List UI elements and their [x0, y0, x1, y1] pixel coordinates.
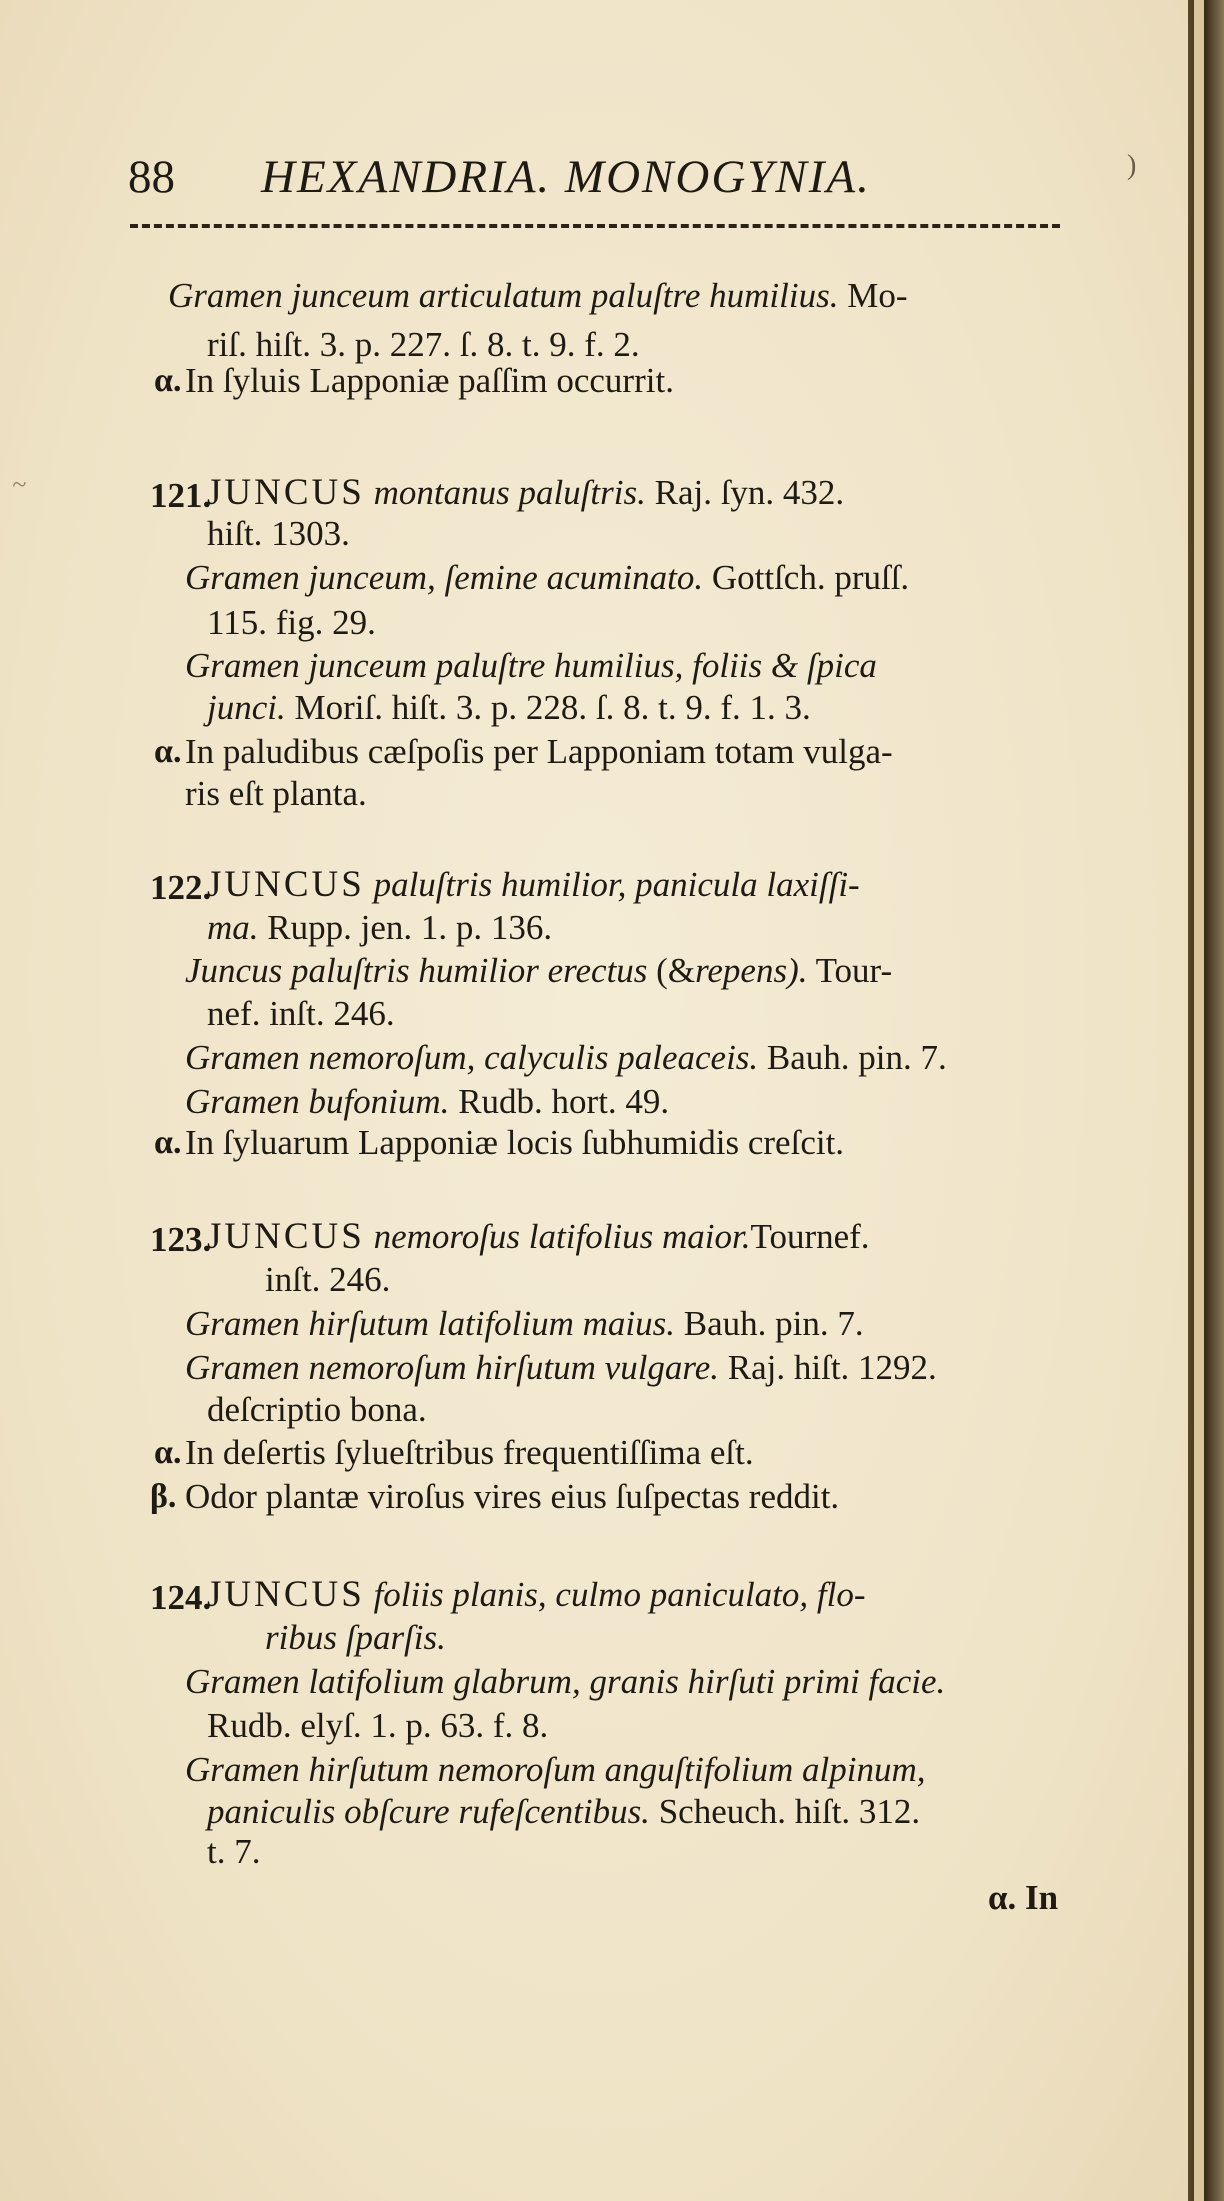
running-title: HEXANDRIA. MONOGYNIA. [261, 151, 871, 203]
genus-name: JUNCUS [207, 864, 365, 905]
running-header [128, 150, 1068, 210]
genus-name: JUNCUS [207, 1574, 365, 1615]
habitat-symbol: α. [154, 1434, 182, 1471]
species-name: nemoroſus latifolius maior. [373, 1217, 751, 1256]
synonym: Gramen nemoroſum, calyculis paleaceis. [185, 1038, 759, 1077]
entry-121-line-4: 115. fig. 29. [207, 603, 376, 642]
intro-line-2: riſ. hiſt. 3. p. 227. ſ. 8. t. 9. f. 2. [207, 325, 640, 364]
entry-124-line-2 [265, 1620, 446, 1655]
entry-number: 124. [150, 1578, 212, 1617]
entry-124-line-7: t. 7. [207, 1832, 261, 1871]
reference: Scheuch. hiſt. 312. [658, 1792, 921, 1831]
entry-122-line-4: nef. inſt. 246. [207, 994, 395, 1033]
entry-number: 121. [150, 476, 212, 515]
entry-121-line-8: ris eſt planta. [185, 774, 367, 813]
entry-124-line-1 [207, 1576, 866, 1613]
reference: Tour- [815, 951, 893, 990]
entry-number: 123. [150, 1220, 212, 1259]
catchword: α. In [988, 1878, 1059, 1917]
corner-ink-mark: ) [1127, 150, 1137, 181]
entry-123-line-6: In deſertis ſylueſtribus frequentiſſima eſt. [185, 1433, 754, 1472]
entry-122-line-2 [207, 910, 552, 945]
species-name: paluſtris humilior, panicula laxiſſi- [373, 865, 860, 904]
genus-name: JUNCUS [207, 472, 365, 513]
reference: Rudb. hort. 49. [458, 1082, 670, 1121]
synonym: Gramen latifolium glabrum, granis hirſuti primi facie. [185, 1662, 946, 1701]
page-edge-inner [1194, 0, 1204, 2201]
habitat-symbol: α. [154, 1124, 182, 1161]
synonym: Juncus paluſtris humilior erectus [185, 951, 648, 990]
margin-annotation: ~ [12, 470, 27, 499]
entry-121-line-6 [207, 690, 811, 725]
synonym: Gramen junceum, ſemine acuminato. [185, 558, 704, 597]
entry-124-line-5 [185, 1752, 926, 1787]
entry-123-line-3 [185, 1306, 864, 1341]
intro-line-1 [168, 278, 907, 313]
entry-121-line-1 [207, 474, 844, 511]
entry-122-line-7: In ſyluarum Lapponiæ locis ſubhumidis creſcit. [185, 1123, 845, 1162]
entry-121-line-7: In paludibus cæſpoſis per Lapponiam totam vulga- [185, 732, 893, 771]
variety-symbol: β. [150, 1478, 177, 1515]
reference: Rupp. jen. 1. p. 136. [267, 908, 553, 947]
synonym: Gramen nemoroſum hirſutum vulgare. [185, 1348, 720, 1387]
reference: Bauh. pin. 7. [683, 1304, 864, 1343]
entry-123-line-5: deſcriptio bona. [207, 1390, 427, 1429]
entry-122-line-5 [185, 1040, 947, 1075]
species-name: ma. [207, 908, 259, 947]
entry-123-line-4 [185, 1350, 937, 1385]
entry-121-line-3 [185, 560, 909, 595]
reference: Moriſ. hiſt. 3. p. 228. ſ. 8. t. 9. f. 1. 3. [294, 688, 811, 727]
entry-122-line-3 [185, 953, 892, 988]
header-rule [130, 224, 1060, 228]
entry-123-line-1 [207, 1218, 870, 1255]
page-number: 88 [128, 151, 175, 203]
entry-121-line-2: hiſt. 1303. [207, 514, 350, 553]
habitat-symbol: α. [154, 362, 182, 399]
habitat-line: In ſyluis Lapponiæ paſſim occurrit. [185, 361, 674, 400]
entry-121-line-5 [185, 648, 877, 683]
synonym: Gramen junceum articulatum paluſtre humilius. [168, 276, 839, 315]
synonym: Gramen hirſutum nemoroſum anguſtifolium alpinum, [185, 1750, 926, 1789]
entry-124-line-3 [185, 1664, 945, 1699]
habitat-symbol: α. [154, 733, 182, 770]
reference: Gottſch. pruſſ. [711, 558, 910, 597]
reference: Bauh. pin. 7. [766, 1038, 947, 1077]
page-binding-edge [1188, 0, 1224, 2201]
species-name: ribus ſparſis. [265, 1618, 446, 1657]
synonym: Gramen junceum paluſtre humilius, foliis & ſpica [185, 646, 877, 685]
synonym: paniculis obſcure rufeſcentibus. [207, 1792, 650, 1831]
entry-number: 122. [150, 868, 212, 907]
entry-122-line-1 [207, 866, 860, 903]
reference: Tournef. [750, 1217, 870, 1256]
synonym: Gramen hirſutum latifolium maius. [185, 1304, 676, 1343]
entry-124-line-4: Rudb. elyſ. 1. p. 63. f. 8. [207, 1706, 549, 1745]
synonym-note: (& [656, 951, 696, 990]
species-name: montanus paluſtris. [373, 473, 646, 512]
synonym: repens). [695, 951, 808, 990]
entry-123-line-2: inſt. 246. [265, 1260, 391, 1299]
entry-123-line-7: Odor plantæ viroſus vires eius ſuſpectas reddit. [185, 1477, 840, 1516]
genus-name: JUNCUS [207, 1216, 365, 1257]
entry-122-line-6 [185, 1084, 669, 1119]
species-name: foliis planis, culmo paniculato, flo- [373, 1575, 866, 1614]
synonym: Gramen bufonium. [185, 1082, 450, 1121]
reference: Mo- [847, 276, 908, 315]
reference: Raj. hiſt. 1292. [727, 1348, 937, 1387]
reference: Raj. ſyn. 432. [654, 473, 845, 512]
entry-124-line-6 [207, 1794, 920, 1829]
synonym: junci. [207, 688, 286, 727]
